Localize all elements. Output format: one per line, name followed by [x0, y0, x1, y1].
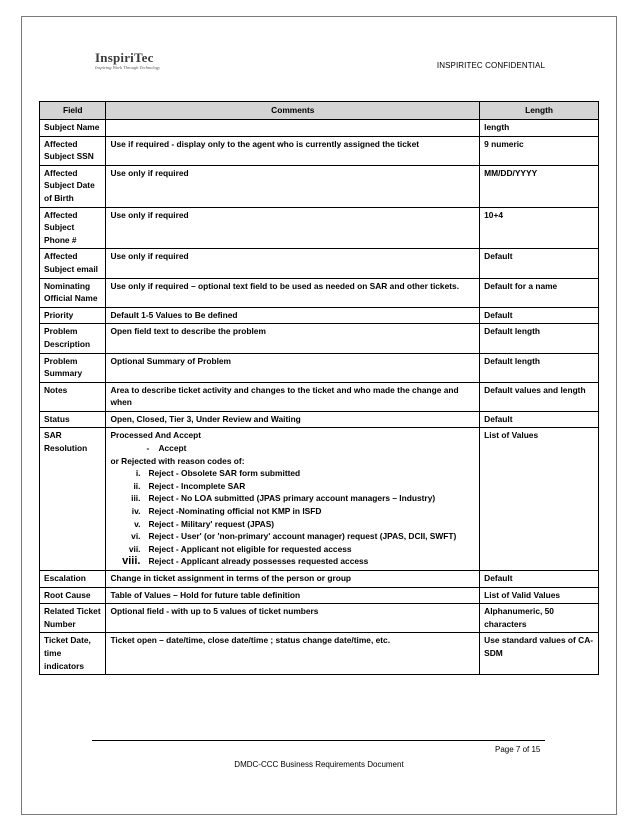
accept-dash: - — [146, 443, 150, 454]
confidential-label: INSPIRITEC CONFIDENTIAL — [436, 61, 545, 70]
reason-number: v. — [134, 518, 141, 529]
length-cell: List of Valid Values — [480, 587, 599, 604]
length-cell: Default — [480, 411, 599, 428]
length-cell: length — [480, 120, 599, 137]
field-cell: Nominating Official Name — [40, 278, 106, 307]
reason-text: Reject - Obsolete SAR form submitted — [148, 468, 301, 479]
sar-resolution-row — [40, 428, 599, 571]
list-item — [110, 555, 475, 568]
comment-cell: Ticket open – date/time, close date/time ; status change date/time, etc. — [106, 633, 480, 675]
list-item — [110, 505, 475, 518]
table-row — [40, 571, 599, 588]
field-cell: Notes — [40, 382, 106, 411]
field-cell: SAR Resolution — [40, 428, 106, 571]
length-cell: Default values and length — [480, 382, 599, 411]
list-item — [110, 467, 475, 480]
column-header-length: Length — [480, 102, 599, 120]
page-number: Page 7 of 15 — [495, 745, 541, 754]
logo-name: InspiriTec — [95, 50, 154, 65]
field-cell: Priority — [40, 307, 106, 324]
field-cell: Problem Summary — [40, 353, 106, 382]
length-cell: Default — [480, 571, 599, 588]
table-row — [40, 249, 599, 278]
reason-number: iii. — [131, 493, 141, 504]
document-title: DMDC-CCC Business Requirements Document — [234, 760, 404, 769]
length-cell: 10+4 — [480, 207, 599, 249]
length-cell: Default — [480, 307, 599, 324]
rejected-intro-text: or Rejected with reason codes of: — [110, 455, 245, 466]
field-cell: Affected Subject Phone # — [40, 207, 106, 249]
reason-number: i. — [135, 468, 141, 479]
comment-cell: Change in ticket assignment in terms of the person or group — [106, 571, 480, 588]
accept-text: Accept — [158, 443, 187, 454]
table-row — [40, 136, 599, 165]
field-cell: Status — [40, 411, 106, 428]
field-cell: Root Cause — [40, 587, 106, 604]
comment-cell: Use if required - display only to the agent who is currently assigned the ticket — [106, 136, 480, 165]
reason-text: Reject - User' (or 'non-primary' account manager) request (JPAS, DCII, SWFT) — [148, 531, 457, 542]
reason-number: ii. — [133, 480, 141, 491]
field-cell: Problem Description — [40, 324, 106, 353]
length-cell: 9 numeric — [480, 136, 599, 165]
logo-tagline: Inspiring Work Through Technology — [95, 65, 161, 70]
reason-number: iv. — [131, 506, 141, 517]
field-cell: Affected Subject email — [40, 249, 106, 278]
comment-cell: Use only if required – optional text field to be used as needed on SAR and other tickets. — [106, 278, 480, 307]
comment-cell: Open, Closed, Tier 3, Under Review and Waiting — [106, 411, 480, 428]
comment-cell: Default 1-5 Values to Be defined — [106, 307, 480, 324]
comment-cell: Use only if required — [106, 207, 480, 249]
table-row — [40, 604, 599, 633]
reason-text: Reject - Applicant not eligible for requested access — [148, 543, 352, 554]
field-cell: Subject Name — [40, 120, 106, 137]
reason-number: vii. — [128, 543, 141, 554]
length-cell: Use standard values of CA-SDM — [480, 633, 599, 675]
reason-text: Reject - Incomplete SAR — [148, 480, 246, 491]
table-row — [40, 633, 599, 675]
table-row — [40, 382, 599, 411]
field-cell: Escalation — [40, 571, 106, 588]
reason-number: vi. — [131, 531, 141, 542]
table-row — [40, 120, 599, 137]
table-row — [40, 587, 599, 604]
comment-cell: Use only if required — [106, 165, 480, 207]
comment-cell: Use only if required — [106, 249, 480, 278]
footer-divider — [92, 740, 545, 741]
list-item — [110, 480, 475, 493]
length-cell: List of Values — [480, 428, 599, 571]
comment-cell: Area to describe ticket activity and changes to the ticket and who made the change and when — [106, 382, 480, 411]
list-item — [110, 530, 475, 543]
table-row — [40, 324, 599, 353]
field-cell: Related Ticket Number — [40, 604, 106, 633]
requirements-table — [39, 101, 599, 675]
length-cell: MM/DD/YYYY — [480, 165, 599, 207]
reason-text: Reject - Applicant already possesses requested access — [148, 556, 369, 567]
comment-cell: Optional Summary of Problem — [106, 353, 480, 382]
comment-cell: Open field text to describe the problem — [106, 324, 480, 353]
length-cell: Alphanumeric, 50 characters — [480, 604, 599, 633]
table-row — [40, 165, 599, 207]
length-cell: Default length — [480, 353, 599, 382]
reason-text: Reject -Nominating official not KMP in ISFD — [148, 506, 322, 517]
length-cell: Default for a name — [480, 278, 599, 307]
reason-number: viii. — [122, 555, 141, 568]
column-header-field: Field — [40, 102, 106, 120]
reject-reason-list — [110, 467, 475, 568]
length-cell: Default — [480, 249, 599, 278]
table-row — [40, 278, 599, 307]
list-item — [110, 518, 475, 531]
length-cell: Default length — [480, 324, 599, 353]
field-cell: Affected Subject SSN — [40, 136, 106, 165]
column-header-comments: Comments — [106, 102, 480, 120]
table-row — [40, 307, 599, 324]
table-header-row — [40, 102, 599, 120]
field-cell: Ticket Date, time indicators — [40, 633, 106, 675]
list-item — [110, 492, 475, 505]
reason-text: Reject - Military' request (JPAS) — [148, 518, 275, 529]
reason-text: Reject - No LOA submitted (JPAS primary account managers – Industry) — [148, 493, 436, 504]
accept-item — [110, 442, 475, 455]
company-logo — [95, 50, 160, 70]
sar-comment-cell — [106, 428, 480, 571]
comment-cell: Optional field - with up to 5 values of ticket numbers — [106, 604, 480, 633]
table-row — [40, 353, 599, 382]
table-row — [40, 411, 599, 428]
field-cell: Affected Subject Date of Birth — [40, 165, 106, 207]
processed-accept-text: Processed And Accept — [110, 430, 202, 441]
table-row — [40, 207, 599, 249]
table-body — [40, 120, 599, 675]
comment-cell: Table of Values – Hold for future table definition — [106, 587, 480, 604]
comment-cell — [106, 120, 480, 137]
list-item — [110, 543, 475, 556]
